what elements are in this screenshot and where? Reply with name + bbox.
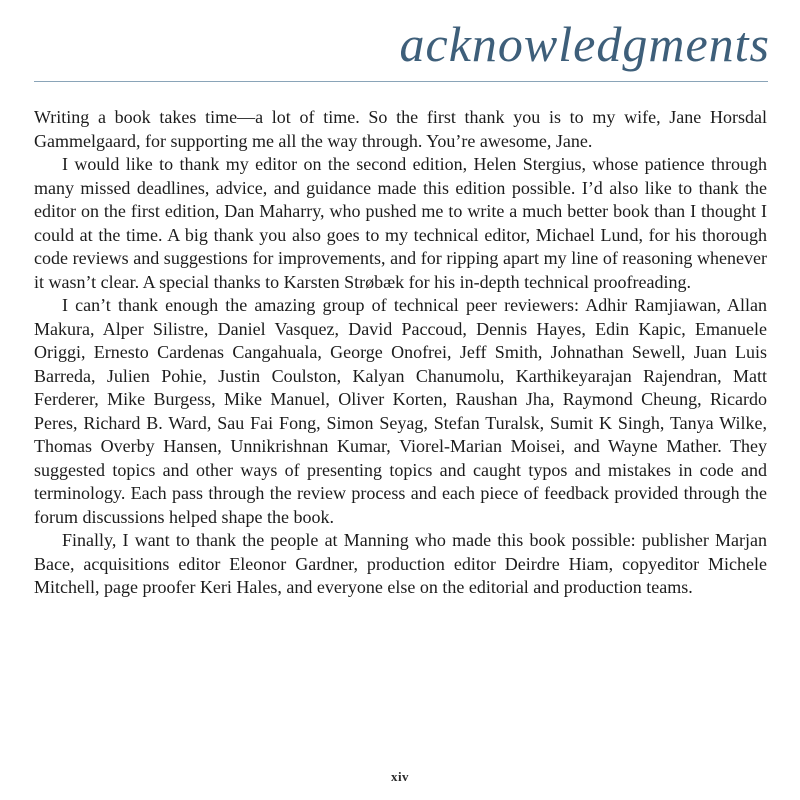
body-text [34, 106, 767, 600]
paragraph-reviewers-thanks: I can’t thank enough the amazing group of technical peer reviewers: Adhir Ramjiawan, Allan Makura, Alper Silistre, Daniel Vasquez, David Paccoud, Dennis Hayes, Edin Kapic, Emanuele Origgi, Ernesto Cardenas Cangahuala, George Onofrei, Jeff Smith, Johnathan Sewell, Juan Luis Barreda, Julien Pohie, Justin Coulston, Kalyan Chanumolu, Karthikeyarajan Rajendran, Matt Ferderer, Mike Burgess, Mike Manuel, Oliver Korten, Raushan Jha, Raymond Cheung, Ricardo Peres, Richard B. Ward, Sau Fai Fong, Simon Seyag, Stefan Turalsk, Sumit K Singh, Tanya Wilke, Thomas Overby Hansen, Unnikrishnan Kumar, Viorel-Marian Moisei, and Wayne Mather. They suggested topics and other ways of presenting topics and caught typos and mistakes in code and terminology. Each pass through the review process and each piece of feedback provided through the forum discussions helped shape the book. [34, 295, 767, 527]
page-number: xiv [390, 769, 410, 784]
title-divider [34, 81, 768, 82]
paragraph-manning-thanks: Finally, I want to thank the people at Manning who made this book possible: publisher Marjan Bace, acquisitions editor Eleonor Gardner, production editor Deirdre Hiam, copyeditor Michele Mitchell, page proofer Keri Hales, and everyone else on the editorial and production teams. [34, 530, 767, 597]
paragraph-wife-thanks: Writing a book takes time—a lot of time. So the first thank you is to my wife, Jane Horsdal Gammelgaard, for supporting me all the way through. You’re awesome, Jane. [34, 107, 767, 151]
paragraph-editors-thanks: I would like to thank my editor on the second edition, Helen Stergius, whose patience through many missed deadlines, advice, and guidance made this edition possible. I’d also like to thank the editor on the first edition, Dan Maharry, who pushed me to write a much better book than I thought I could at the time. A big thank you also goes to my technical editor, Michael Lund, for his thorough code reviews and suggestions for improvements, and for ripping apart my line of reasoning whenever it wasn’t clear. A special thanks to Karsten Strøbæk for his in-depth technical proofreading. [34, 154, 767, 292]
chapter-title: acknowledgments [399, 16, 770, 72]
